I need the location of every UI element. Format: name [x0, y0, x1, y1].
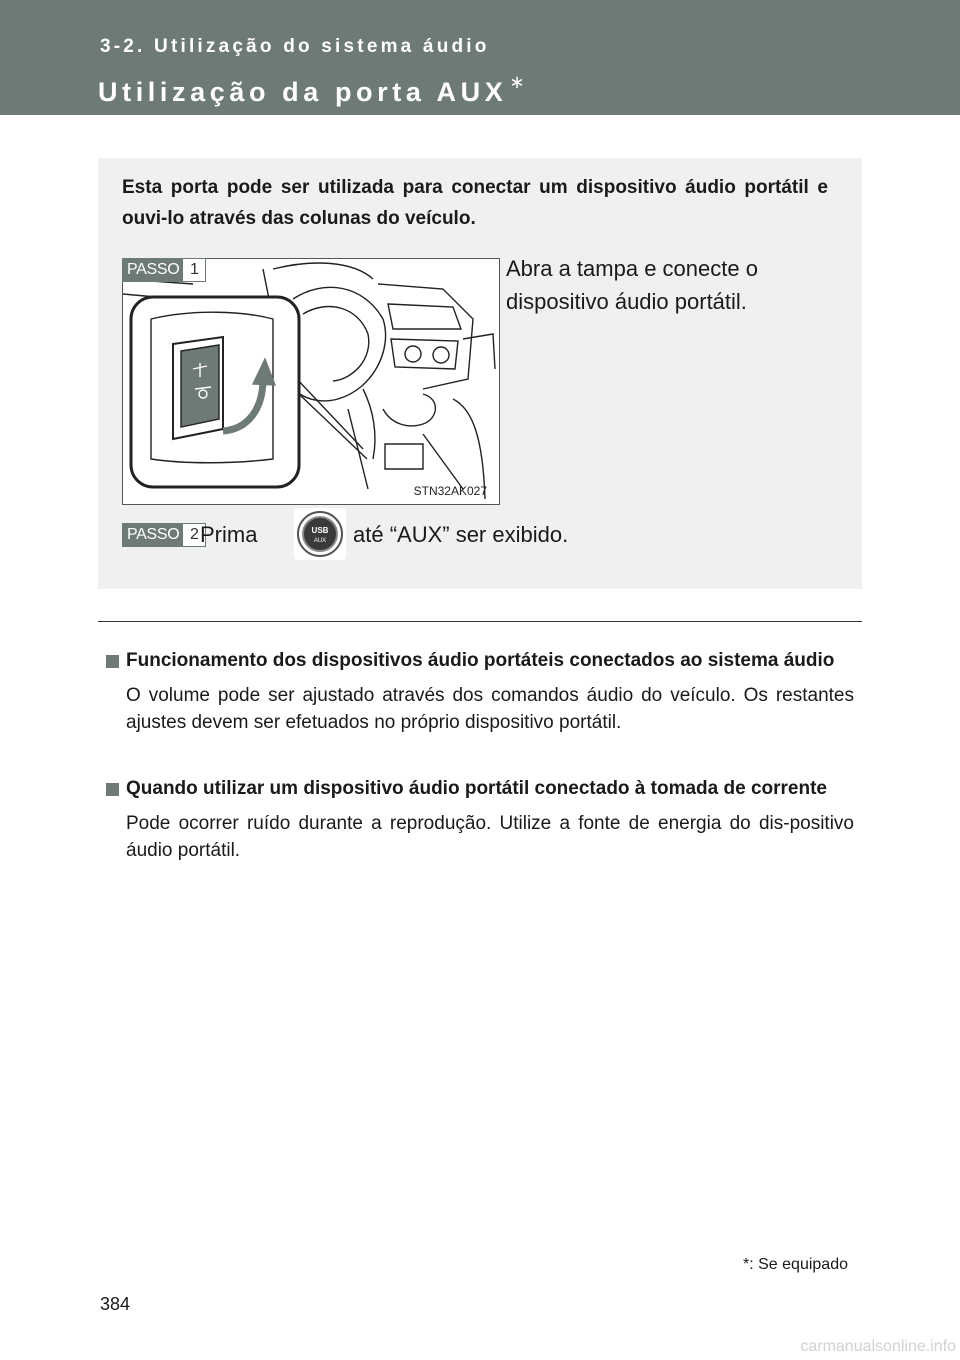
page-title-text: Utilização da porta AUX [98, 77, 508, 107]
topic-heading-text: Quando utilizar um dispositivo áudio portátil conectado à tomada de corrente [126, 778, 827, 799]
square-bullet-icon [106, 655, 119, 668]
topic-heading [106, 775, 854, 802]
step-1-badge-word: PASSO [123, 259, 183, 281]
topic-portable-device-operation [106, 647, 854, 736]
usb-aux-button-icon [294, 508, 346, 560]
header-bar [0, 0, 960, 115]
intro-text: Esta porta pode ser utilizada para conectar um dispositivo áudio portátil e ouvi-lo através das colunas do veículo. [122, 177, 828, 229]
step-2-badge [122, 523, 206, 547]
step-1-badge-number: 1 [183, 259, 205, 281]
step-1-text: Abra a tampa e conecte o dispositivo áudio portátil. [506, 256, 758, 314]
aux-label: AUX [313, 538, 327, 544]
page-title [98, 72, 524, 108]
watermark: carmanualsonline.info [800, 1338, 956, 1355]
step-2-text-before: Prima [200, 522, 258, 547]
step-2-badge-word: PASSO [123, 524, 183, 546]
topic-body: O volume pode ser ajustado através dos comandos áudio do veículo. Os restantes ajustes devem ser efetuados no próprio dispositivo portátil. [126, 685, 854, 733]
footnote: *: Se equipado [743, 1256, 848, 1273]
usb-label: USB [311, 526, 329, 535]
step-1-badge [122, 258, 206, 282]
intro-box [98, 158, 862, 589]
section-divider [98, 621, 862, 622]
dashboard-drawing [123, 259, 500, 505]
equipped-mark: ∗ [509, 72, 525, 92]
step-2-badge-number: 2 [183, 524, 205, 546]
square-bullet-icon [106, 783, 119, 796]
topic-heading-text: Funcionamento dos dispositivos áudio portáteis conectados ao sistema áudio [126, 650, 835, 671]
topic-heading [106, 647, 854, 674]
page-number: 384 [100, 1294, 131, 1314]
aux-port-illustration [122, 258, 500, 505]
topic-power-outlet [106, 775, 854, 864]
illustration-code: STN32AK027 [413, 484, 487, 498]
step-2-text-after: até “AUX” ser exibido. [353, 522, 569, 547]
topic-body: Pode ocorrer ruído durante a reprodução. Utilize a fonte de energia do dis-positivo áudio portátil. [126, 813, 854, 861]
section-label: 3-2. Utilização do sistema áudio [100, 36, 490, 57]
